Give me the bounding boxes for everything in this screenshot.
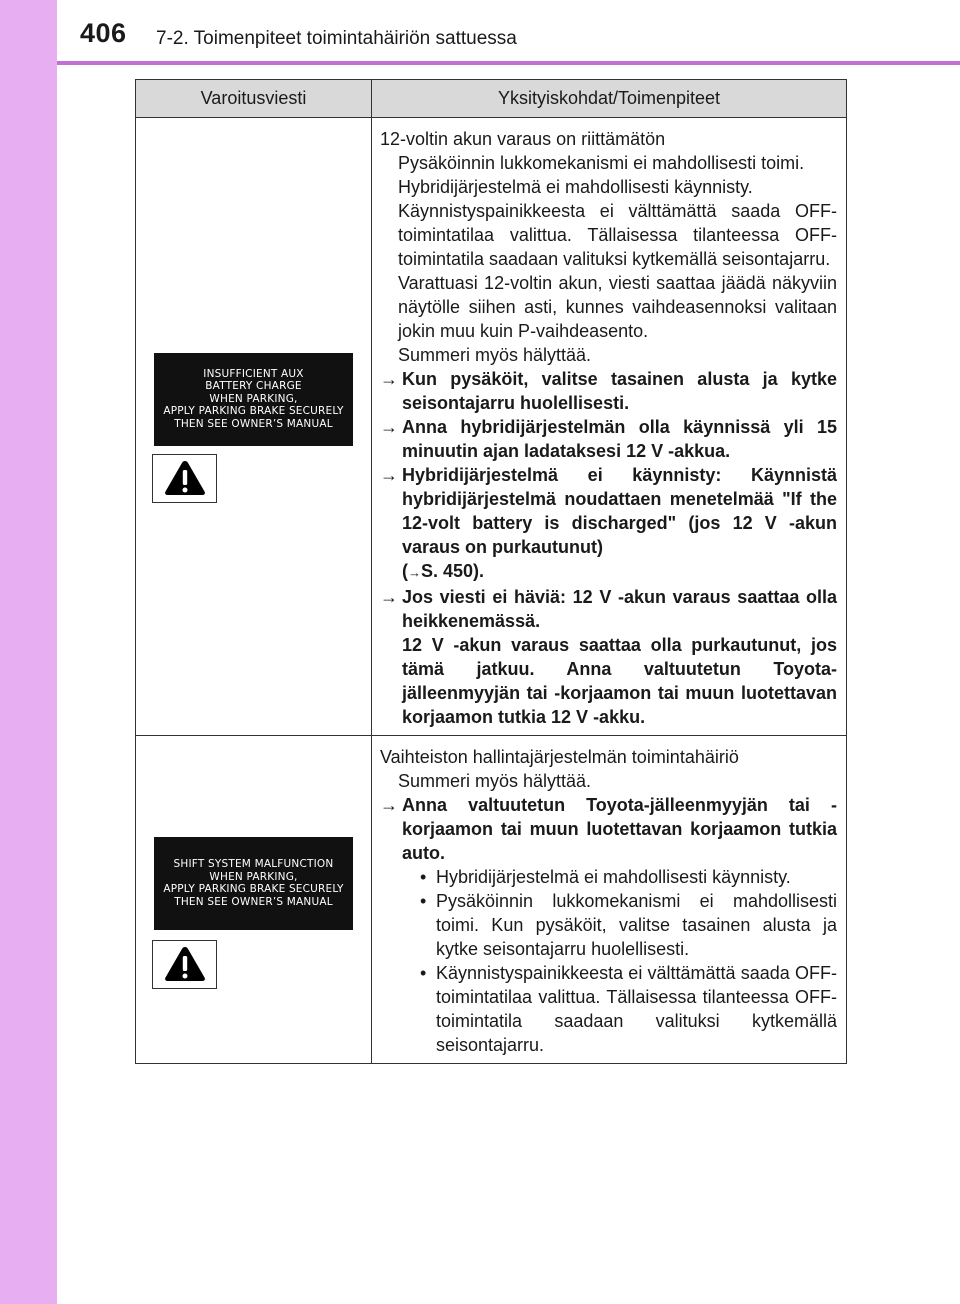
display-message-text: SHIFT SYSTEM MALFUNCTION WHEN PARKING, APPLY PARKING BRAKE SECURELY THEN SEE OWNER’S MANUAL <box>163 858 344 908</box>
message-visual <box>136 312 371 542</box>
action-text: Jos viesti ei häviä: 12 V -akun varaus saattaa olla heikkenemässä. <box>402 587 837 631</box>
warning-message-table <box>135 79 847 1064</box>
bullet-icon: • <box>420 867 427 887</box>
section-title: 7-2. Toimenpiteet toimintahäiriön sattuessa <box>156 28 517 49</box>
message-details-cell <box>372 736 847 1064</box>
detail-line: Varattuasi 12-voltin akun, viesti saattaa jäädä näkyviin näytölle siihen asti, kunnes vaihdeasennoksi valitaan jokin muu kuin P-vaihdeasento. <box>398 273 837 341</box>
action-text: Hybridijärjestelmä ei käynnisty: Käynnistä hybridijärjestelmä noudattaen menetelmää "If the 12-volt battery is discharged" (jos 12 V -akun varaus on purkautunut) <box>402 465 837 557</box>
message-image-cell <box>136 118 372 736</box>
action-item <box>380 793 837 865</box>
action-text: Anna hybridijärjestelmän olla käynnissä yli 15 minuutin ajan ladataksesi 12 V -akkua. <box>402 417 837 461</box>
action-text: Anna valtuutetun Toyota-jälleenmyyjän tai -korjaamon tai muun luotettavan korjaamon tutkia auto. <box>402 795 837 863</box>
table-row <box>136 118 847 736</box>
action-item <box>380 585 837 633</box>
message-details-cell <box>372 118 847 736</box>
bullet-item: • Hybridijärjestelmä ei mahdollisesti käynnisty. <box>420 867 791 887</box>
header-rule <box>57 61 960 65</box>
side-tab-bar <box>0 0 57 1304</box>
table-header-row <box>136 80 847 118</box>
message-image-cell <box>136 736 372 1064</box>
column-header-details: Yksityiskohdat/Toimenpiteet <box>372 80 847 118</box>
action-item <box>380 463 837 559</box>
table-row <box>136 736 847 1064</box>
warning-triangle-icon <box>152 940 217 989</box>
detail-line: Hybridijärjestelmä ei mahdollisesti käynnisty. <box>398 177 753 197</box>
message-title: 12-voltin akun varaus on riittämätön <box>380 129 666 149</box>
detail-line: Pysäköinnin lukkomekanismi ei mahdollisesti toimi. <box>398 153 805 173</box>
bullet-item: • Pysäköinnin lukkomekanismi ei mahdollisesti toimi. Kun pysäköit, valitse tasainen alusta ja kytke seisontajarru huolellisesti. <box>420 891 837 959</box>
action-continuation: 12 V -akun varaus saattaa olla purkautunut, jos tämä jatkuu. Anna valtuutetun Toyota-jälleenmyyjän tai -korjaamon tai muun luotettavan korjaamon tutkia 12 V -akku. <box>402 635 837 727</box>
action-item <box>380 415 837 463</box>
bullet-icon: • <box>420 963 427 983</box>
arrow-icon: → <box>380 417 398 437</box>
page-reference: (→S. 450). <box>402 561 485 581</box>
bullet-icon: • <box>420 891 427 911</box>
bullet-item: • Käynnistyspainikkeesta ei välttämättä saada OFF-toimintatilaa valittua. Tällaisessa tilanteessa OFF-toimintatila saadaan valituksi kytkemällä seisontajarru. <box>420 963 837 1055</box>
action-text: Kun pysäköit, valitse tasainen alusta ja kytke seisontajarru huolellisesti. <box>402 369 837 413</box>
arrow-icon: → <box>408 565 421 580</box>
action-item <box>380 367 837 415</box>
detail-line: Käynnistyspainikkeesta ei välttämättä saada OFF-toimintatilaa valittua. Tällaisessa tilanteessa OFF-toimintatila saadaan valituksi kytkemällä seisontajarru. <box>398 201 837 269</box>
display-message-text: INSUFFICIENT AUX BATTERY CHARGE WHEN PARKING, APPLY PARKING BRAKE SECURELY THEN SEE OWNER’S MANUAL <box>163 367 344 430</box>
warning-triangle-icon <box>152 454 217 503</box>
arrow-icon: → <box>380 465 398 485</box>
message-title: Vaihteiston hallintajärjestelmän toimintahäiriö <box>380 747 739 767</box>
arrow-icon: → <box>380 369 398 389</box>
detail-line: Summeri myös hälyttää. <box>398 345 592 365</box>
display-message-screen <box>154 353 353 446</box>
detail-line: Summeri myös hälyttää. <box>398 771 592 791</box>
arrow-icon: → <box>380 587 398 607</box>
display-message-screen <box>154 837 353 930</box>
page-number: 406 <box>80 18 127 48</box>
column-header-message: Varoitusviesti <box>136 80 372 118</box>
arrow-icon: → <box>380 795 398 815</box>
message-visual <box>136 785 371 1015</box>
